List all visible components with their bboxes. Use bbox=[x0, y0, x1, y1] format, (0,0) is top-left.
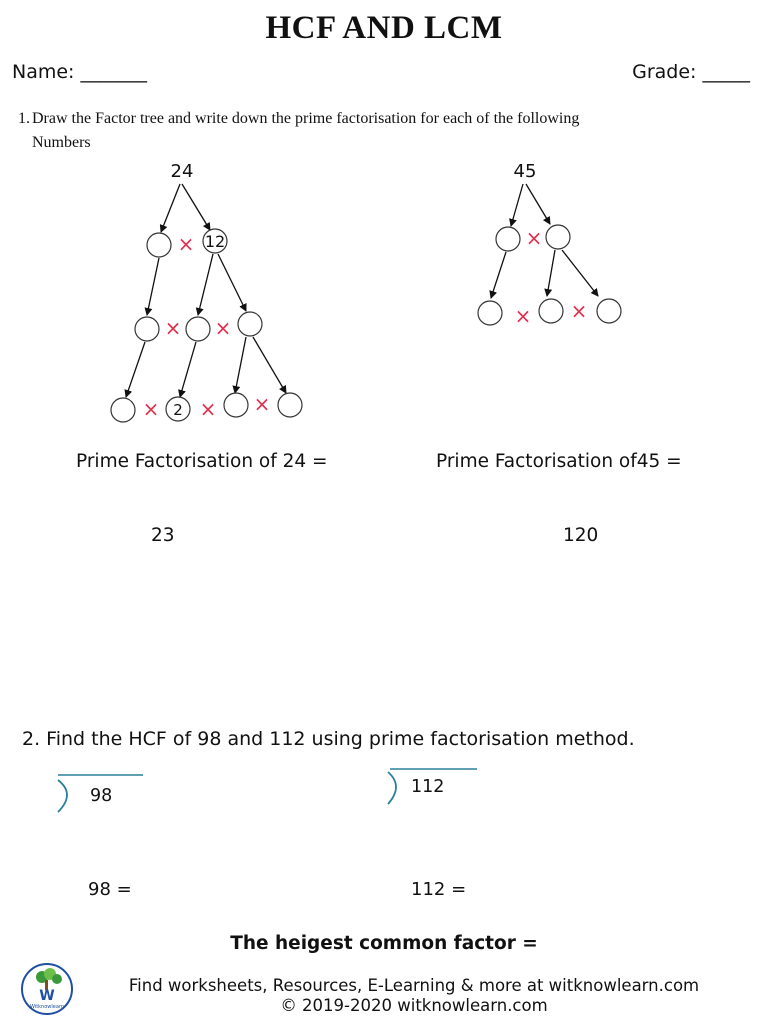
logo-letter: W bbox=[39, 988, 55, 1004]
cross-mark: × bbox=[177, 232, 195, 256]
pf-24-label: Prime Factorisation of 24 = bbox=[76, 451, 328, 472]
eq-98-label: 98 = bbox=[88, 879, 132, 900]
cross-mark: × bbox=[214, 316, 232, 340]
cross-mark: × bbox=[525, 226, 543, 250]
name-field-label: Name: _______ bbox=[12, 61, 147, 83]
tree-45-node-2b bbox=[539, 299, 563, 323]
tree-24-node-2b bbox=[186, 317, 210, 341]
division-112-value: 112 bbox=[411, 777, 445, 797]
tree-24-branch bbox=[218, 254, 246, 311]
tree-24-branch bbox=[161, 184, 180, 232]
tree-24-node-3c bbox=[224, 393, 248, 417]
tree-24-branch bbox=[182, 184, 210, 230]
question-1-text-line2: Numbers bbox=[32, 134, 91, 151]
tree-45-node-2a bbox=[478, 301, 502, 325]
cross-mark: × bbox=[253, 392, 271, 416]
tree-45-branch bbox=[547, 250, 555, 296]
tree-24-branch bbox=[126, 342, 145, 397]
tree-24-branch bbox=[253, 337, 286, 393]
tree-24-branch bbox=[147, 258, 159, 315]
pf-45-label: Prime Factorisation of45 = bbox=[436, 451, 682, 472]
tree-24-node-3a bbox=[111, 398, 135, 422]
tree-45-root: 45 bbox=[513, 161, 537, 182]
tree-45-node-1a bbox=[496, 227, 520, 251]
footer-line1: Find worksheets, Resources, E-Learning & more at witknowlearn.com bbox=[128, 976, 700, 995]
tree-24-branch bbox=[198, 254, 213, 315]
cross-mark: × bbox=[164, 316, 182, 340]
tree-24-branch bbox=[180, 342, 196, 397]
cross-mark: × bbox=[514, 304, 532, 328]
cross-mark: × bbox=[142, 397, 160, 421]
value-right: 120 bbox=[563, 525, 599, 546]
hcf-label: The heigest common factor = bbox=[230, 933, 538, 954]
tree-45-node-1b bbox=[546, 225, 570, 249]
factor-tree-24 bbox=[0, 0, 768, 450]
division-98-value: 98 bbox=[90, 786, 113, 806]
footer bbox=[60, 976, 768, 1016]
tree-45-branch bbox=[491, 252, 506, 298]
tree-45-node-2c bbox=[597, 299, 621, 323]
tree-45-branch bbox=[511, 184, 523, 226]
value-left: 23 bbox=[151, 525, 175, 546]
logo-text: Witknowlearn bbox=[29, 1004, 65, 1010]
cross-mark: × bbox=[570, 299, 588, 323]
tree-24-node-3d bbox=[278, 393, 302, 417]
eq-112-label: 112 = bbox=[411, 879, 467, 900]
tree-24-root: 24 bbox=[170, 161, 194, 182]
grade-field-label: Grade: _____ bbox=[632, 61, 750, 83]
tree-45-branch bbox=[562, 250, 598, 296]
tree-24-node-1b-value: 12 bbox=[204, 232, 226, 251]
question-1-number: 1. bbox=[18, 110, 30, 127]
question-2-text: 2. Find the HCF of 98 and 112 using prime factorisation method. bbox=[22, 728, 635, 750]
tree-45-branch bbox=[526, 184, 550, 224]
tree-24-node-1a bbox=[147, 233, 171, 257]
tree-24-node-2a bbox=[135, 317, 159, 341]
tree-24-node-2c bbox=[238, 312, 262, 336]
tree-24-branch bbox=[235, 337, 246, 393]
cross-mark: × bbox=[199, 397, 217, 421]
page-title: HCF AND LCM bbox=[265, 10, 503, 46]
question-1-text-line1: Draw the Factor tree and write down the prime factorisation for each of the following bbox=[32, 110, 580, 127]
tree-24-node-3b-value: 2 bbox=[173, 401, 183, 419]
footer-line2: © 2019-2020 witknowlearn.com bbox=[280, 996, 548, 1015]
